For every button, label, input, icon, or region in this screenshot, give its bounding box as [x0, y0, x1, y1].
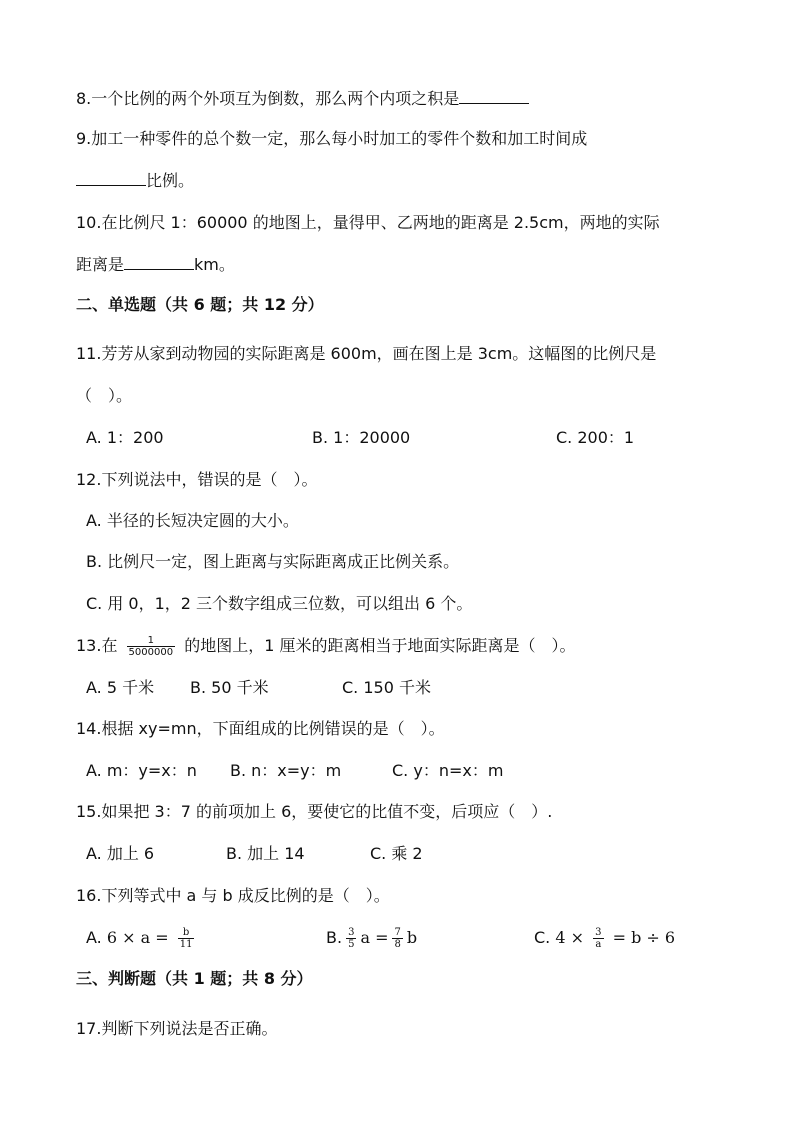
- q16-option-c-fraction: [593, 927, 603, 950]
- question-10-post: km。: [194, 255, 235, 274]
- answer-blank: [459, 88, 529, 104]
- question-12: 12.下列说法中，错误的是（ ）。: [76, 470, 318, 489]
- fraction-numerator: 3: [595, 927, 602, 938]
- q16-option-b[interactable]: [326, 926, 417, 950]
- question-9-text: 9.加工一种零件的总个数一定，那么每小时加工的零件个数和加工时间成: [76, 129, 588, 148]
- fraction-numerator: 1: [147, 635, 154, 646]
- q13-option-c[interactable]: C. 150 千米: [342, 678, 431, 697]
- q14-option-a[interactable]: A. m：y=x：n: [86, 761, 197, 780]
- q12-option-c[interactable]: C. 用 0，1，2 三个数字组成三位数，可以组出 6 个。: [86, 594, 473, 613]
- q13-option-b[interactable]: B. 50 千米: [190, 678, 269, 697]
- fraction-denominator: 5: [348, 939, 355, 950]
- fraction-denominator: 5000000: [128, 647, 174, 658]
- question-10-pre: 距离是: [76, 255, 125, 274]
- q11-option-c[interactable]: C. 200：1: [556, 428, 635, 447]
- q16-option-c-pre: 4 ×: [555, 928, 585, 947]
- answer-blank: [124, 254, 194, 270]
- fraction-numerator: 3: [348, 927, 355, 938]
- q16-option-b-expr-1: a =: [360, 928, 389, 947]
- q16-option-b-fraction-2: [392, 927, 402, 950]
- q16-option-b-expr-2: b: [406, 928, 418, 947]
- question-16: 16.下列等式中 a 与 b 成反比例的是（ ）。: [76, 886, 390, 905]
- q15-option-b[interactable]: B. 加上 14: [226, 844, 305, 863]
- q16-option-b-label: B.: [326, 928, 343, 947]
- section-title-single-choice: 二、单选题（共 6 题；共 12 分）: [76, 295, 324, 314]
- fraction-denominator: 11: [179, 939, 193, 950]
- question-10-text: 10.在比例尺 1：60000 的地图上，量得甲、乙两地的距离是 2.5cm，两地的实际: [76, 213, 660, 232]
- q12-option-b[interactable]: B. 比例尺一定，图上距离与实际距离成正比例关系。: [86, 552, 460, 571]
- fraction-denominator: a: [595, 939, 602, 950]
- question-9-line2: [76, 170, 194, 191]
- q16-option-a-fraction: [178, 927, 195, 950]
- question-9-tail: 比例。: [146, 171, 195, 190]
- fraction-denominator: 8: [394, 939, 401, 950]
- answer-blank: [76, 170, 146, 186]
- q16-option-c-post: = b ÷ 6: [612, 928, 676, 947]
- question-13: [76, 634, 575, 658]
- q14-option-b[interactable]: B. n：x=y：m: [230, 761, 342, 780]
- q14-option-c[interactable]: C. y：n=x：m: [392, 761, 504, 780]
- question-11-line2: （ ）。: [76, 386, 133, 405]
- question-13-post: 的地图上，1 厘米的距离相当于地面实际距离是（ ）。: [184, 636, 576, 655]
- question-11-text: 11.芳芳从家到动物园的实际距离是 600m，画在图上是 3cm。这幅图的比例尺是: [76, 344, 657, 363]
- q16-option-a-expr: 6 × a =: [106, 928, 169, 947]
- q16-option-a[interactable]: [86, 926, 198, 950]
- question-10: [76, 213, 660, 233]
- fraction-scale: [127, 635, 176, 658]
- fraction-numerator: 7: [394, 927, 401, 938]
- q13-option-a[interactable]: A. 5 千米: [86, 678, 155, 697]
- fraction-numerator: b: [182, 927, 190, 938]
- question-14: 14.根据 xy=mn，下面组成的比例错误的是（ ）。: [76, 719, 445, 738]
- q15-option-a[interactable]: A. 加上 6: [86, 844, 155, 863]
- question-8-text: 8.一个比例的两个外项互为倒数，那么两个内项之积是: [76, 89, 460, 108]
- q16-option-b-fraction-1: [346, 927, 356, 950]
- q16-option-a-label: A.: [86, 928, 102, 947]
- q15-option-c[interactable]: C. 乘 2: [370, 844, 423, 863]
- question-8: [76, 88, 529, 109]
- q16-option-c-label: C.: [534, 928, 551, 947]
- q16-option-c[interactable]: [534, 926, 675, 950]
- section-title-true-false: 三、判断题（共 1 题；共 8 分）: [76, 969, 313, 988]
- question-11: [76, 344, 656, 364]
- q11-option-a[interactable]: A. 1：200: [86, 428, 164, 447]
- q11-option-b[interactable]: B. 1：20000: [312, 428, 411, 447]
- question-13-pre: 13.在: [76, 636, 118, 655]
- q12-option-a[interactable]: A. 半径的长短决定圆的大小。: [86, 511, 299, 530]
- question-15: 15.如果把 3：7 的前项加上 6，要使它的比值不变，后项应（ ）.: [76, 802, 553, 821]
- question-10-line2: [76, 254, 235, 275]
- question-9: [76, 129, 587, 149]
- question-17: 17.判断下列说法是否正确。: [76, 1019, 278, 1038]
